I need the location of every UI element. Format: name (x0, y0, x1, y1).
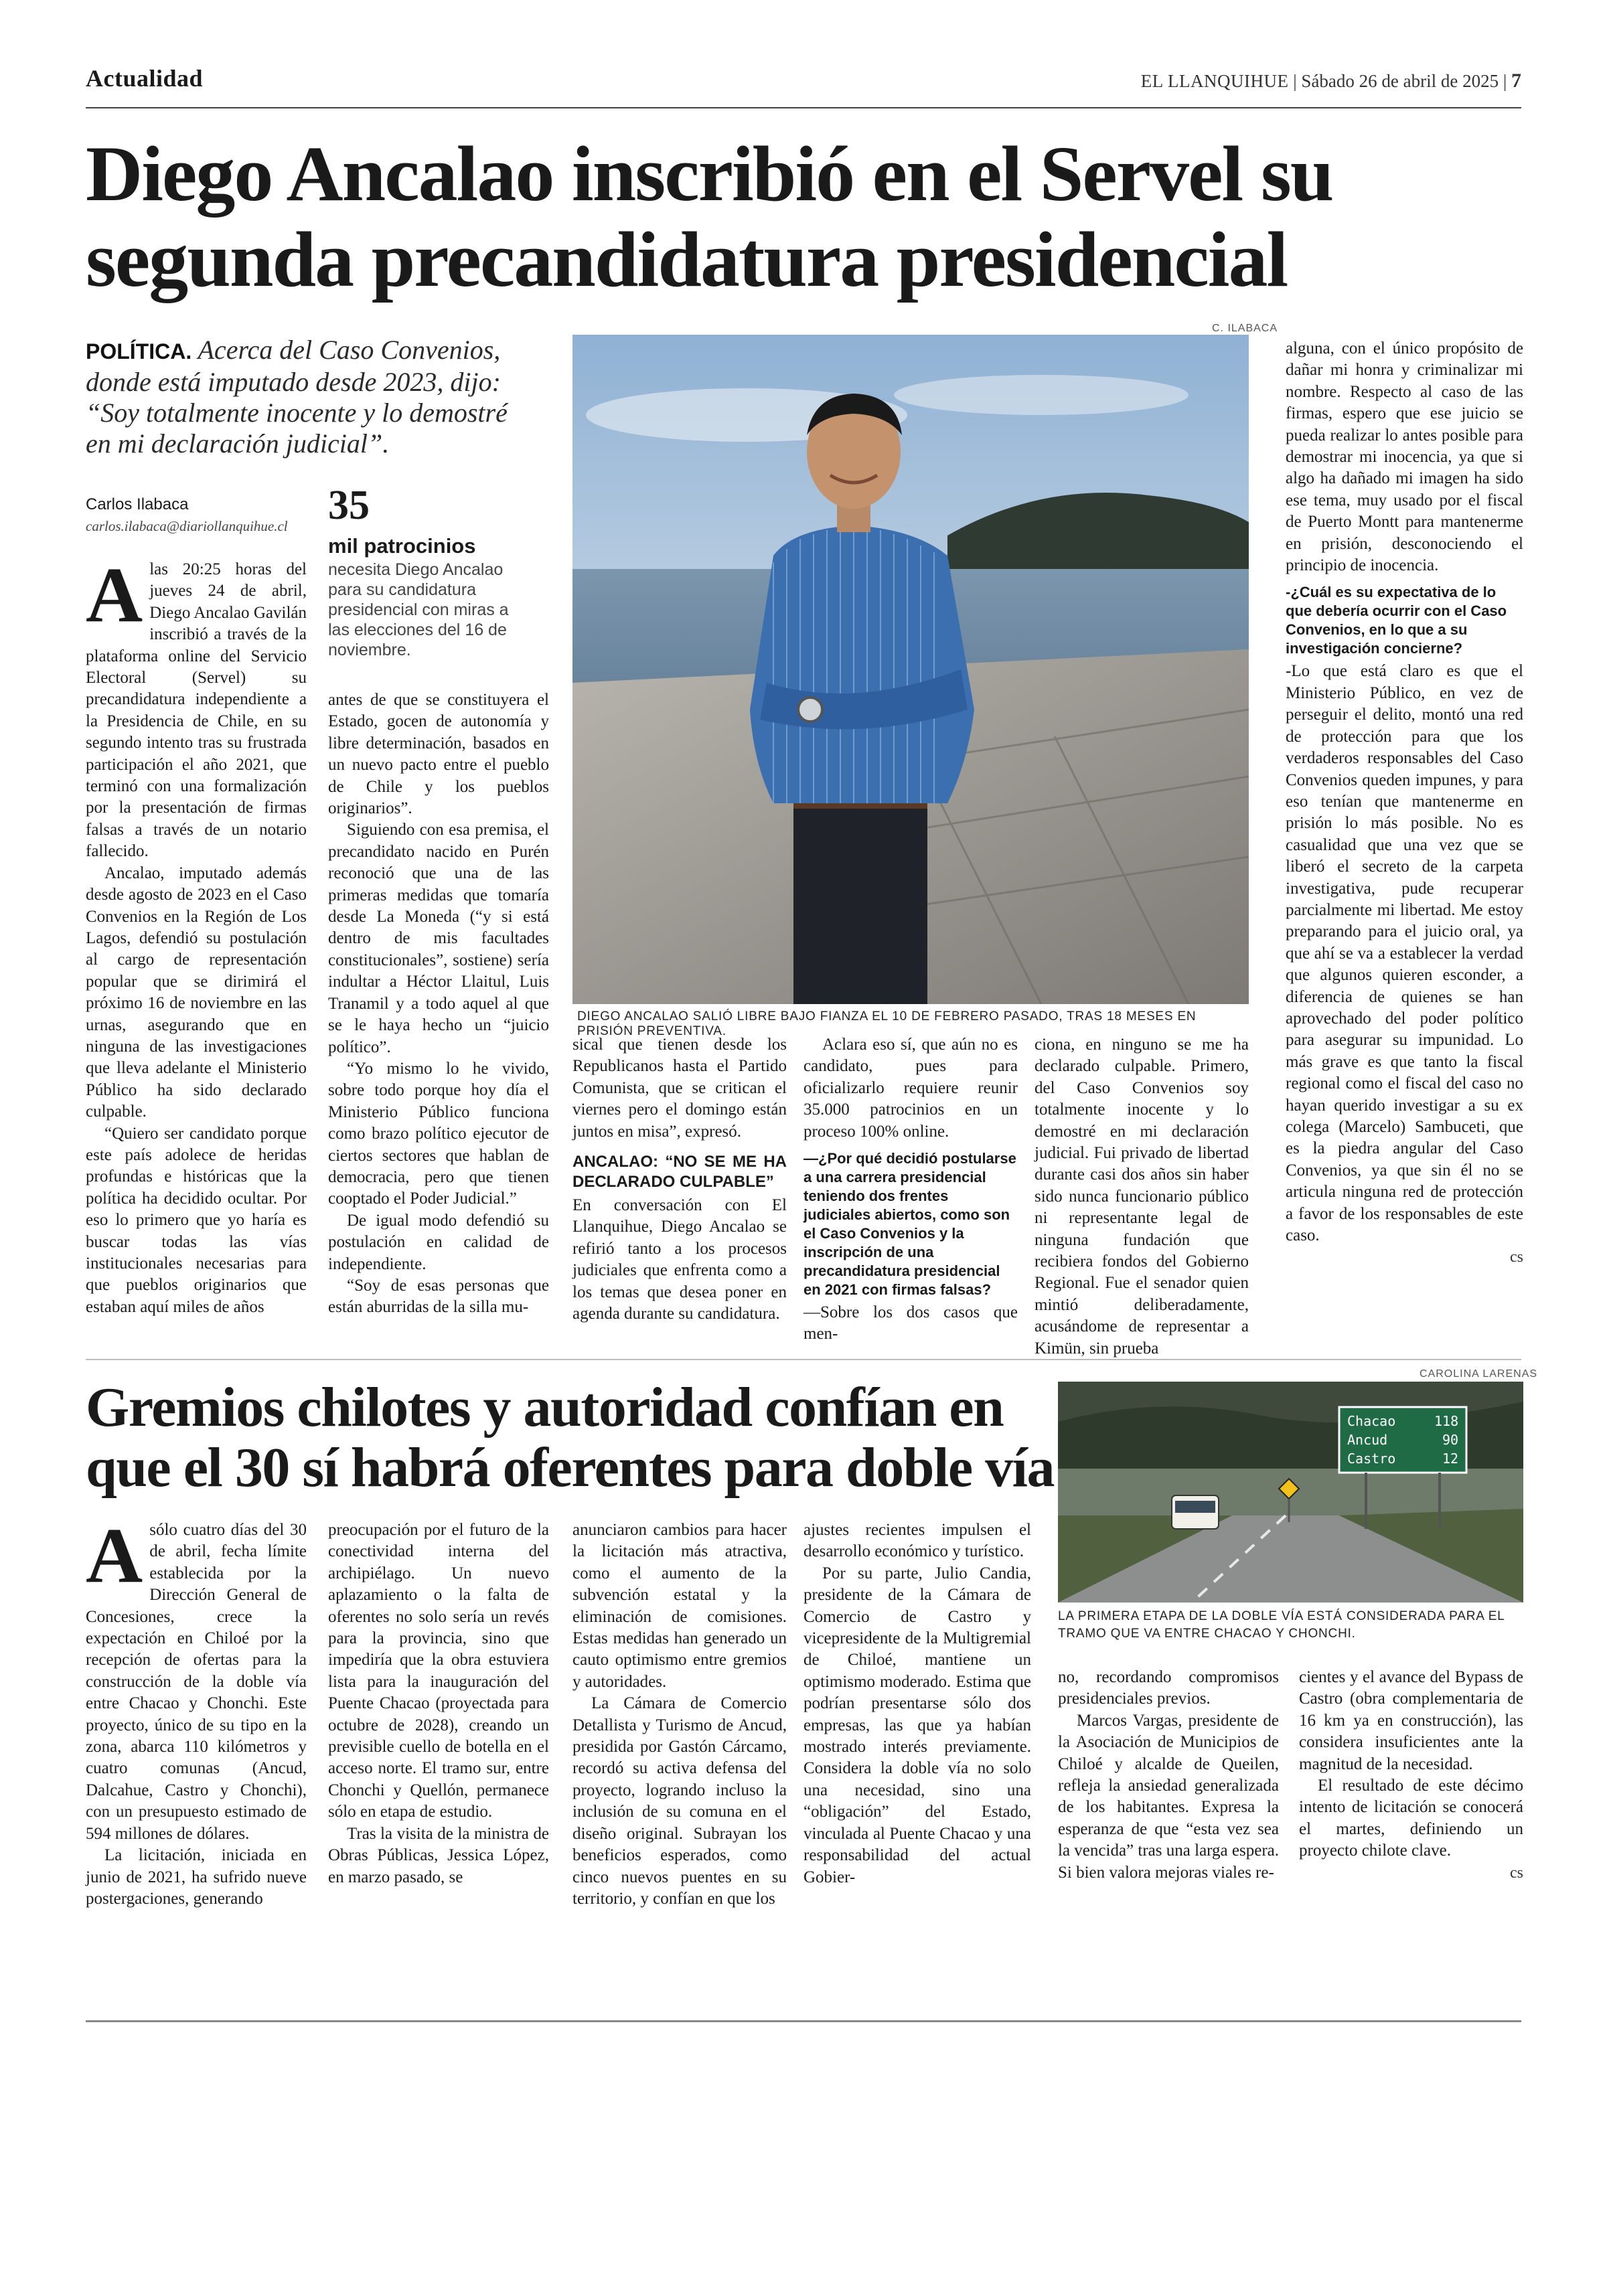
article2-headline: Gremios chilotes y autoridad confían en que el 30 sí habrá oferentes para doble vía (86, 1376, 1054, 1499)
paragraph: La Cámara de Comercio Detallista y Turismo de Ancud, presidida por Gastón Cárcamo, recordó su activa defensa del proyecto, logrando incluso la inclusión de su comuna en el diseño original. Subrayan los beneficios esperados, como cinco nuevos puentes en su territorio, y confían en que los (572, 1694, 787, 1908)
paragraph: “Soy de esas personas que están aburridas de la silla mu- (328, 1276, 549, 1317)
paragraph: Ancalao, imputado además desde agosto de 2023 en el Caso Convenios en la Región de Los Lagos, defendió su postulación al cargo de representación popular que se dirimirá el próximo 16 de noviembre en las urnas, asegurando que en ninguna de las investigaciones que lleva adelante el Ministerio Público ha sido declarado culpable. (86, 864, 307, 1121)
paragraph: ajustes recientes impulsen el desarrollo económico y turístico. (804, 1521, 1031, 1561)
author-name: Carlos Ilabaca (86, 495, 189, 513)
article1-column-4 (804, 1034, 1018, 1345)
author-email: carlos.ilabaca@diariollanquihue.cl (86, 518, 288, 534)
article1-kicker (86, 335, 528, 459)
photo-credit: CAROLINA LARENAS (1420, 1368, 1538, 1380)
sign-km: 90 (1442, 1432, 1459, 1448)
paragraph: “Yo mismo lo he vivido, sobre todo porque hoy día el Ministerio Público funciona como brazo político ejecutor de ciertos sectores que hablan de democracia, pero que tienen cooptado el Poder Judicial.” (328, 1059, 549, 1208)
interview-question: —¿Por qué decidió postularse a una carrera presidencial teniendo dos frentes judiciales abiertos, como son el Caso Convenios y la inscripción de una precandidatura presidencial en 2021 con firmas falsas? (804, 1150, 1016, 1299)
paragraph: ciona, en ninguno se me ha declarado culpable. Primero, del Caso Convenios soy totalmente inocente y lo demostré en mi declaración judicial. Fui privado de libertad durante casi dos años sin haber sido nunca funcionario público ni representante legal de ninguna fundación que recibiera fondos del Gobierno Regional. Fue el senador quien mintió deliberadamente, acusándome de representar a Kimün, sin prueba (1035, 1036, 1249, 1358)
sign-place: Chacao (1347, 1413, 1396, 1429)
paragraph: las 20:25 horas del jueves 24 de abril, Diego Ancalao Gavilán inscribió a través de la plataforma online del Servicio Electoral (Servel) su precandidatura independiente a la Presidencia de Chile, en su segundo intento tras su frustrada participación el año 2021, que terminó con una formalización por la presentación de firmas falsas a través de un notario fallecido. (86, 560, 307, 861)
paragraph: De igual modo defendió su postulación en calidad de independiente. (328, 1211, 549, 1273)
paragraph: Tras la visita de la ministra de Obras Públicas, Jessica López, en marzo pasado, se (328, 1824, 549, 1886)
end-mark: cs (1510, 1864, 1523, 1882)
paragraph: “Quiero ser candidato porque este país adolece de heridas profundas e históricas que la política ha decidido ocultar. Por eso lo primero que yo haría es buscar todas las vías institucionales necesarias para que pueblos originarios que estaban aquí miles de años (86, 1124, 307, 1316)
article-divider (86, 1359, 1521, 1360)
paragraph: anunciaron cambios para hacer la licitación más atractiva, como el aumento de la subvención estatal y la eliminación de comisiones. Estas medidas han generado un cauto optimismo entre gremios y autoridades. (572, 1521, 787, 1691)
stat-label: mil patrocinios (328, 534, 476, 558)
stat-description: necesita Diego Ancalao para su candidatura presidencial con miras a las elecciones del 16 de noviembre. (328, 560, 509, 659)
paragraph: Aclara eso sí, que aún no es candidato, pues para oficializarlo requiere reunir 35.000 patrocinios en un proceso 100% online. (804, 1036, 1018, 1141)
publication-line (1141, 70, 1521, 92)
article1-headline: Diego Ancalao inscribió en el Servel su segunda precandidatura presidencial (86, 130, 1333, 303)
separator: | (1503, 71, 1511, 91)
article2-column-1 (86, 1511, 307, 1910)
portrait-photo (572, 335, 1249, 1004)
article1-column-6 (1286, 338, 1523, 1268)
article1-column-5 (1035, 1034, 1249, 1360)
photo-caption: LA PRIMERA ETAPA DE LA DOBLE VÍA ESTÁ CONSIDERADA PARA EL TRAMO QUE VA ENTRE CHACAO Y CHONCHI. (1058, 1609, 1505, 1641)
page-number: 7 (1511, 70, 1521, 92)
photo-credit: C. ILABACA (1212, 323, 1278, 334)
article1-column-1 (86, 551, 307, 1318)
paragraph: Marcos Vargas, presidente de la Asociación de Municipios de Chiloé y alcalde de Queilen, refleja la ansiedad generalizada de los habitantes. Expresa la esperanza de que “esta vez sea la vencida” tras una larga espera. Si bien valora mejoras viales re- (1058, 1711, 1279, 1882)
paragraph: alguna, con el único propósito de dañar mi honra y criminalizar mi nombre. Respecto al caso de las firmas, espero que ese juicio se pueda realizar lo antes posible para demostrar mi inocencia, ya que si algo ha dañado mi imagen ha sido ese tema, muy usado por el fiscal de Puerto Montt para mantenerme en prisión, desconociendo el principio de inocencia. (1286, 339, 1523, 575)
separator: | (1293, 71, 1302, 91)
sign-km: 118 (1434, 1413, 1459, 1429)
paragraph: sical que tienen desde los Republicanos hasta el Partido Comunista, que se critican el viernes pero el domingo están juntos en misa”, expresó. (572, 1036, 787, 1141)
kicker-text: Acerca del Caso Convenios, donde está imputado desde 2023, dijo: “Soy totalmente inocente y lo demostré en mi declaración judicial”. (86, 335, 508, 459)
paragraph: En conversación con El Llanquihue, Diego Ancalao se refirió tanto a los procesos judiciales que enfrenta como a los temas que desea poner en agenda durante su candidatura. (572, 1196, 787, 1323)
kicker-tag: POLÍTICA. (86, 339, 192, 363)
sign-place: Ancud (1347, 1432, 1388, 1448)
paragraph: —Sobre los dos casos que men- (804, 1303, 1018, 1343)
sign-place: Castro (1347, 1451, 1396, 1467)
paragraph: La licitación, iniciada en junio de 2021, ha sufrido nueve postergaciones, generando (86, 1846, 307, 1908)
article1-column-3 (572, 1034, 787, 1325)
article1-column-2 (328, 689, 549, 1319)
end-mark: cs (1510, 1248, 1523, 1266)
article2-column-2 (328, 1520, 549, 1888)
paragraph: -Lo que está claro es que el Ministerio Público, en vez de perseguir el delito, montó una red de protección para que los verdaderos responsables del Caso Convenios queden impunes, y para eso tenían que mantenerme en prisión lo más posible. No es casualidad que una vez que se liberó el secreto de la carpeta investigativa, pude recuperar parcialmente mi libertad. Me estoy preparando para el juicio oral, ya que ahí se va a establecer la verdad que algunos quieren esconder, a diferencia de quienes se han aprovechado del poder político para asegurar su impunidad. Lo más grave es que tanto la fiscal regional como el fiscal del caso no hayan querido investigar a su ex colega (Marcelo) Sambuceti, que es la piedra angular del Caso Convenios, ya que sin él no se articula ninguna red de protección a favor de los responsables de este caso. (1286, 662, 1523, 1245)
sign-km: 12 (1442, 1451, 1459, 1467)
publication-name: EL LLANQUIHUE (1140, 71, 1289, 91)
article2-column-5 (1058, 1667, 1279, 1884)
photo-caption: DIEGO ANCALAO SALIÓ LIBRE BAJO FIANZA EL 10 DE FEBRERO PASADO, TRAS 18 MESES EN PRISIÓN PREVENTIVA. (577, 1009, 1197, 1038)
paragraph: sólo cuatro días del 30 de abril, fecha límite establecida por la Dirección General de Concesiones, crece la expectación en Chiloé por la recepción de ofertas para la construcción de la doble vía entre Chacao y Chonchi. Este proyecto, único de su tipo en la zona, abarca 110 kilómetros y cuatro comunas (Ancud, Dalcahue, Castro y Chonchi), con un presupuesto estimado de 594 millones de dólares. (86, 1521, 307, 1843)
stat-number: 35 (328, 483, 370, 528)
paragraph: no, recordando compromisos presidenciales previos. (1058, 1668, 1279, 1708)
publication-date: Sábado 26 de abril de 2025 (1301, 71, 1499, 91)
paragraph: Por su parte, Julio Candia, presidente de la Cámara de Comercio de Castro y vicepresidente de la Multigremial de Chiloé, mantiene un optimismo moderado. Estima que podrían presentarse sólo dos empresas, las que ya habían mostrado interés previamente. Considera la doble vía no solo una necesidad, sino una “obligación” del Estado, vinculada al Puente Chacao y una responsabilidad del actual Gobier- (804, 1564, 1031, 1886)
subheading: ANCALAO: “NO SE ME HA DECLARADO CULPABLE” (572, 1153, 787, 1192)
article2-column-3 (572, 1520, 787, 1910)
dropcap: A (86, 551, 143, 639)
paragraph: Siguiendo con esa premisa, el precandidato nacido en Purén reconoció que una de las primeras medidas que tomaría desde La Moneda (“y si está dentro de mis facultades constitucionales”, sostiene) sería indultar a Héctor Llaitul, Luis Tranamil y a todo aquel al que se le haya hecho un “juicio político”. (328, 821, 549, 1056)
article2-column-6 (1299, 1667, 1523, 1884)
paragraph: cientes y el avance del Bypass de Castro (obra complementaria de 16 km ya en construcción), las considera insuficientes ante la magnitud de la necesidad. (1299, 1668, 1523, 1773)
road-photo (1058, 1382, 1523, 1603)
paragraph: El resultado de este décimo intento de licitación se conocerá el martes, definiendo un proyecto chilote clave. (1299, 1777, 1523, 1860)
dropcap: A (86, 1511, 143, 1599)
footer-rule (86, 2020, 1521, 2022)
paragraph: preocupación por el futuro de la conectividad interna del archipiélago. Un nuevo aplazamiento o la falta de oferentes no solo sería un revés para la provincia, sino que impediría que la obra estuviera lista para la inauguración del Puente Chacao (proyectada para octubre de 2028), creando un previsible cuello de botella en el acceso norte. El tramo sur, entre Chonchi y Quellón, permanece sólo en etapa de estudio. (328, 1521, 549, 1821)
article2-column-4 (804, 1520, 1031, 1888)
interview-question: -¿Cuál es su expectativa de lo que debería ocurrir con el Caso Convenios, en lo que a su investigación concierne? (1286, 584, 1507, 657)
section-label: Actualidad (86, 65, 204, 92)
paragraph: antes de que se constituyera el Estado, gocen de autonomía y libre determinación, basados en un nuevo pacto entre el pueblo de Chile y los pueblos originarios”. (328, 691, 549, 818)
header-rule (86, 107, 1521, 108)
